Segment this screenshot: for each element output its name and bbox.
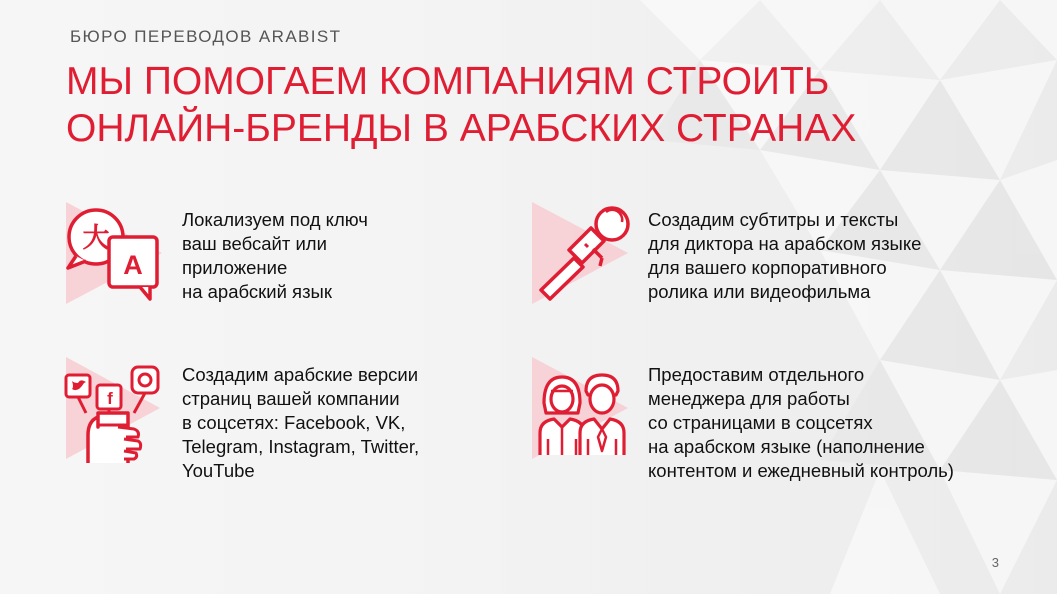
feature-subtitles-text — [648, 208, 921, 304]
page-title — [66, 58, 1026, 152]
feature-line: страниц вашей компании — [182, 388, 400, 409]
svg-text:A: A — [123, 250, 143, 280]
feature-line: контентом и ежедневный контроль) — [648, 460, 954, 481]
feature-social-media-text — [182, 363, 419, 483]
feature-manager-text — [648, 363, 954, 483]
feature-line: менеджера для работы — [648, 388, 850, 409]
feature-line: Создадим арабские версии — [182, 364, 419, 385]
microphone-icon — [530, 200, 630, 310]
translation-chat-icon — [62, 200, 162, 310]
company-eyebrow: БЮРО ПЕРЕВОДОВ ARABIST — [70, 27, 342, 46]
page-title-line-2: ОНЛАЙН-БРЕНДЫ В АРАБСКИХ СТРАНАХ — [66, 107, 857, 150]
page-title-line-1: МЫ ПОМОГАЕМ КОМПАНИЯМ СТРОИТЬ — [66, 60, 830, 103]
feature-localization — [62, 200, 482, 320]
feature-line: ваш вебсайт или — [182, 233, 327, 254]
feature-line: приложение — [182, 257, 288, 278]
feature-line: ролика или видеофильма — [648, 281, 871, 302]
feature-line: со страницами в соцсетях — [648, 412, 873, 433]
social-media-hand-icon — [62, 355, 162, 465]
feature-manager — [530, 355, 1000, 485]
svg-text:f: f — [107, 389, 113, 408]
feature-line: Локализуем под ключ — [182, 209, 368, 230]
feature-line: Telegram, Instagram, Twitter, — [182, 436, 420, 457]
feature-subtitles — [530, 200, 990, 320]
svg-text:大: 大 — [82, 223, 110, 254]
feature-line: YouTube — [182, 460, 255, 481]
feature-line: на арабском языке (наполнение — [648, 436, 925, 457]
feature-line: в соцсетях: Facebook, VK, — [182, 412, 406, 433]
feature-line: Предоставим отдельного — [648, 364, 865, 385]
feature-localization-text — [182, 208, 368, 304]
page-number: 3 — [991, 555, 999, 570]
feature-social-media — [62, 355, 502, 485]
feature-line: Создадим субтитры и тексты — [648, 209, 899, 230]
feature-line: для вашего корпоративного — [648, 257, 887, 278]
managers-team-icon — [530, 355, 630, 465]
feature-line: для диктора на арабском языке — [648, 233, 922, 254]
feature-line: на арабский язык — [182, 281, 332, 302]
